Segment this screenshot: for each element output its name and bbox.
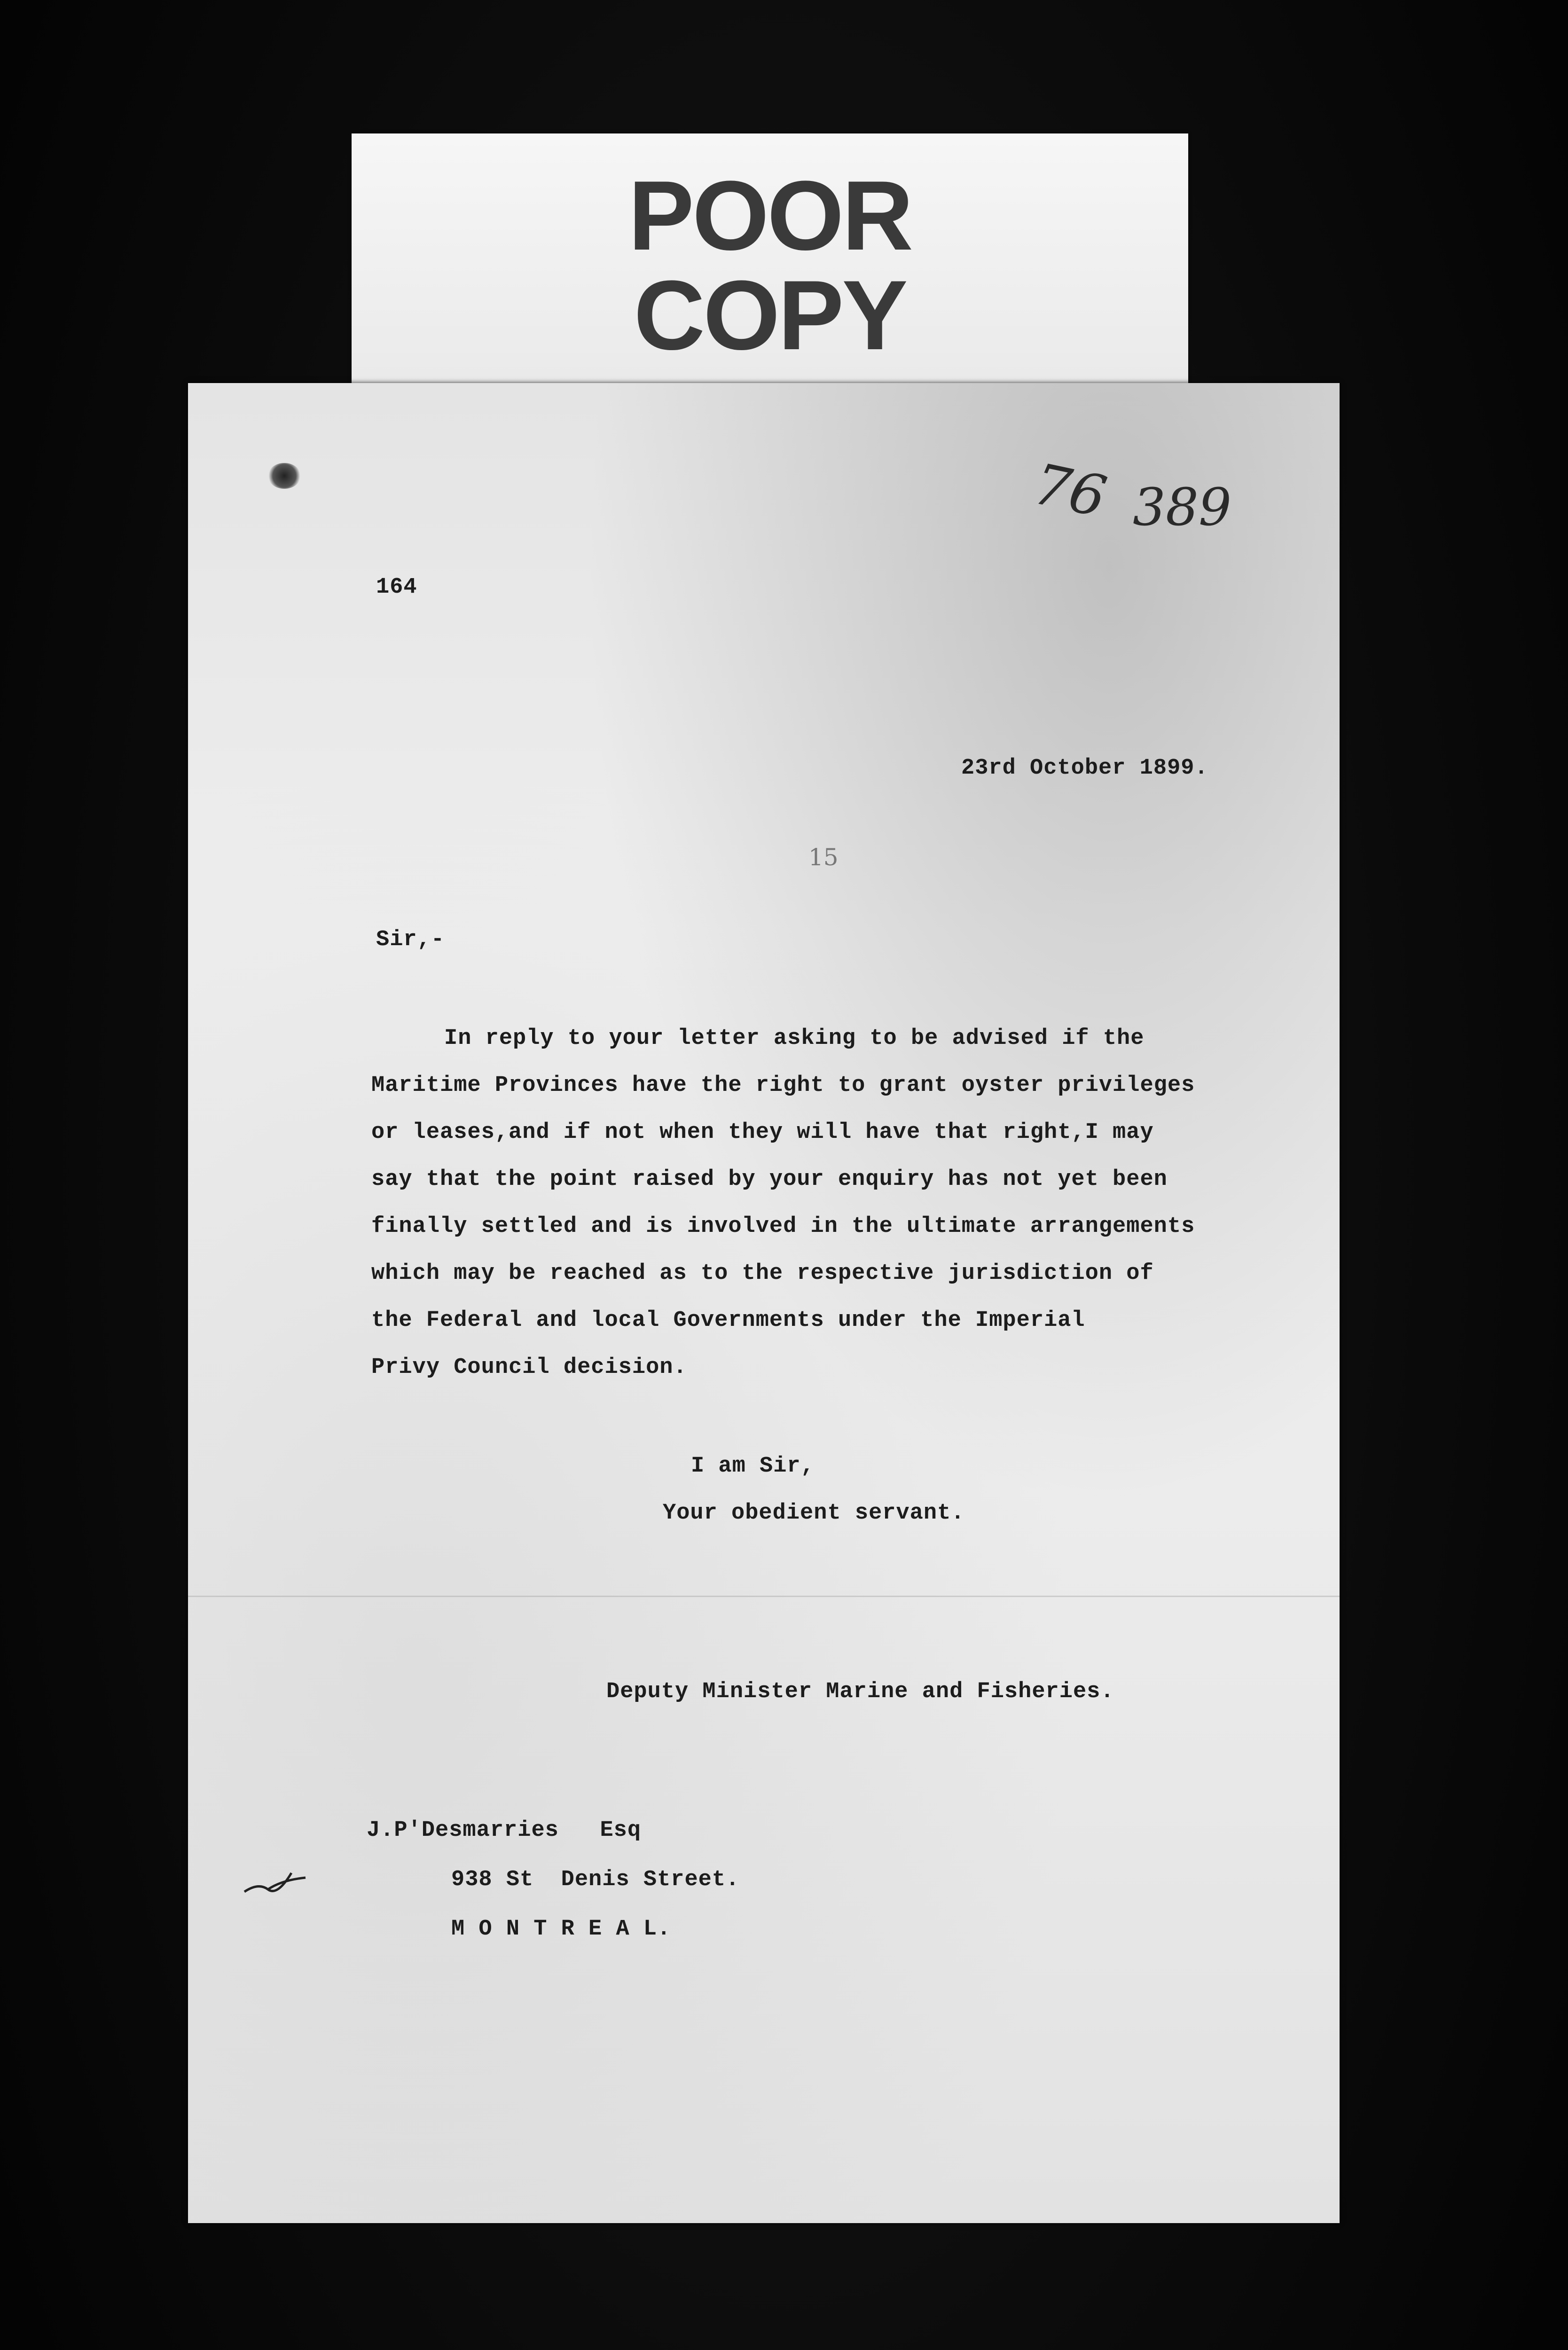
handwritten-ref-2: 389 (1133, 477, 1231, 537)
body-line: Privy Council decision. (371, 1355, 687, 1380)
pencil-mark: 15 (808, 844, 839, 871)
stamp-line-1: POOR (628, 160, 912, 271)
addressee-name: J.P'Desmarries Esq (367, 1818, 642, 1843)
check-mark-icon (240, 1864, 310, 1906)
body-line: say that the point raised by your enquiry has not yet been (371, 1167, 1168, 1192)
handwritten-ref-1: 76 (1028, 451, 1112, 531)
closing-line-1: I am Sir, (691, 1454, 815, 1479)
file-number: 164 (376, 575, 417, 600)
salutation: Sir,- (376, 927, 445, 952)
closing-line-2: Your obedient servant. (663, 1501, 965, 1526)
body-line: Maritime Provinces have the right to grant oyster privileges (371, 1073, 1195, 1098)
letter-page (188, 383, 1340, 2223)
signature-title: Deputy Minister Marine and Fisheries. (606, 1679, 1114, 1704)
poor-copy-stamp (352, 133, 1188, 401)
addressee-city: M O N T R E A L. (451, 1917, 671, 1942)
body-line: which may be reached as to the respective jurisdiction of (371, 1261, 1154, 1286)
body-line: or leases,and if not when they will have that right,I may (371, 1120, 1154, 1145)
body-line: In reply to your letter asking to be advised if the (444, 1026, 1145, 1051)
body-line: finally settled and is involved in the ultimate arrangements (371, 1214, 1195, 1239)
addressee-street: 938 St Denis Street. (451, 1867, 740, 1892)
fold-line (188, 1596, 1340, 1597)
letter-date: 23rd October 1899. (961, 756, 1208, 781)
stamp-line-2: COPY (634, 260, 906, 370)
punch-hole (268, 463, 301, 489)
body-line: the Federal and local Governments under the Imperial (371, 1308, 1085, 1333)
